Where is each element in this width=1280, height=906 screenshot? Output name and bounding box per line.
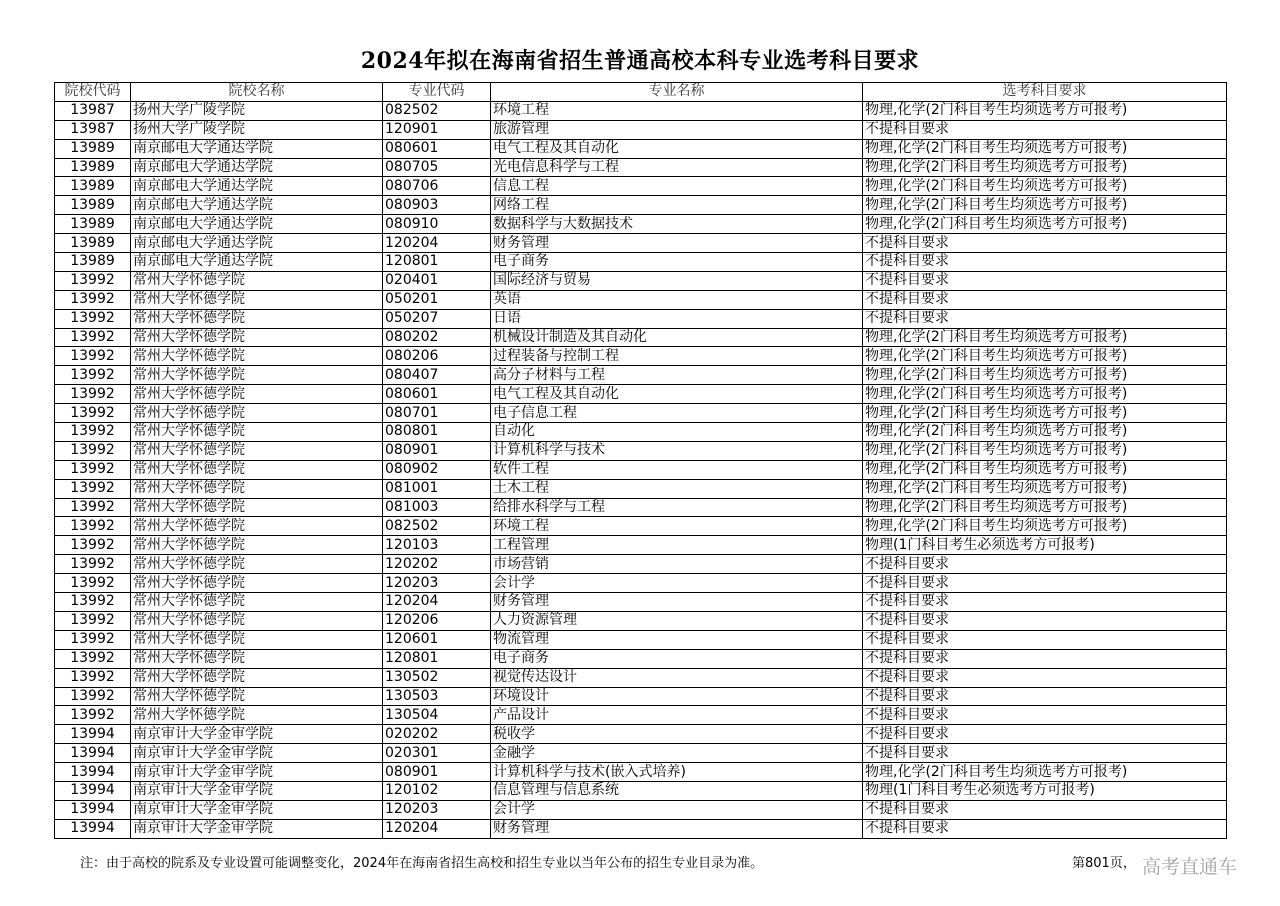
cell-major-code: 050207 (383, 309, 491, 328)
table-row (55, 725, 1227, 744)
cell-subject-requirement: 物理,化学(2门科目考生均须选考方可报考) (863, 460, 1227, 479)
cell-subject-requirement: 物理(1门科目考生必须选考方可报考) (863, 536, 1227, 555)
table-row (55, 271, 1227, 290)
cell-school-name: 常州大学怀德学院 (131, 611, 383, 630)
cell-school-code: 13992 (55, 668, 131, 687)
page-title: 2024年拟在海南省招生普通高校本科专业选考科目要求 (360, 48, 920, 74)
cell-major-name: 电子商务 (491, 649, 863, 668)
cell-major-code: 080901 (383, 441, 491, 460)
cell-major-name: 环境工程 (491, 517, 863, 536)
cell-major-code: 080705 (383, 158, 491, 177)
cell-major-code: 020202 (383, 725, 491, 744)
table-row (55, 763, 1227, 782)
cell-school-code: 13994 (55, 800, 131, 819)
table-row (55, 347, 1227, 366)
cell-school-code: 13992 (55, 574, 131, 593)
cell-school-name: 常州大学怀德学院 (131, 649, 383, 668)
table-row (55, 215, 1227, 234)
table-row (55, 498, 1227, 517)
cell-school-name: 常州大学怀德学院 (131, 328, 383, 347)
table-row (55, 196, 1227, 215)
cell-subject-requirement: 不提科目要求 (863, 630, 1227, 649)
cell-school-name: 常州大学怀德学院 (131, 366, 383, 385)
table-row (55, 404, 1227, 423)
cell-subject-requirement: 物理,化学(2门科目考生均须选考方可报考) (863, 101, 1227, 120)
cell-subject-requirement: 物理,化学(2门科目考生均须选考方可报考) (863, 177, 1227, 196)
cell-major-code: 120102 (383, 781, 491, 800)
cell-major-name: 自动化 (491, 423, 863, 442)
cell-major-name: 电子信息工程 (491, 404, 863, 423)
cell-school-code: 13992 (55, 290, 131, 309)
cell-school-name: 常州大学怀德学院 (131, 574, 383, 593)
table-row (55, 517, 1227, 536)
cell-major-name: 数据科学与大数据技术 (491, 215, 863, 234)
cell-school-code: 13992 (55, 498, 131, 517)
cell-school-code: 13992 (55, 423, 131, 442)
cell-subject-requirement: 不提科目要求 (863, 668, 1227, 687)
cell-major-code: 120103 (383, 536, 491, 555)
cell-school-code: 13994 (55, 781, 131, 800)
cell-major-code: 080801 (383, 423, 491, 442)
cell-subject-requirement: 物理,化学(2门科目考生均须选考方可报考) (863, 347, 1227, 366)
cell-subject-requirement: 不提科目要求 (863, 819, 1227, 838)
cell-subject-requirement: 不提科目要求 (863, 593, 1227, 612)
cell-school-code: 13992 (55, 479, 131, 498)
cell-subject-requirement: 物理,化学(2门科目考生均须选考方可报考) (863, 215, 1227, 234)
cell-major-code: 020401 (383, 271, 491, 290)
cell-school-name: 常州大学怀德学院 (131, 498, 383, 517)
cell-school-code: 13989 (55, 215, 131, 234)
table-row (55, 479, 1227, 498)
cell-subject-requirement: 物理,化学(2门科目考生均须选考方可报考) (863, 517, 1227, 536)
table-row (55, 460, 1227, 479)
table-row (55, 309, 1227, 328)
cell-major-code: 120206 (383, 611, 491, 630)
cell-school-code: 13992 (55, 460, 131, 479)
cell-major-code: 080206 (383, 347, 491, 366)
cell-major-code: 130504 (383, 706, 491, 725)
table-row (55, 328, 1227, 347)
cell-major-name: 电气工程及其自动化 (491, 139, 863, 158)
cell-subject-requirement: 不提科目要求 (863, 253, 1227, 272)
cell-school-code: 13992 (55, 593, 131, 612)
cell-major-code: 120801 (383, 649, 491, 668)
cell-school-code: 13992 (55, 271, 131, 290)
cell-major-code: 080407 (383, 366, 491, 385)
cell-school-code: 13992 (55, 687, 131, 706)
table-row (55, 423, 1227, 442)
cell-major-code: 020301 (383, 744, 491, 763)
cell-school-code: 13992 (55, 517, 131, 536)
table-row (55, 555, 1227, 574)
cell-major-name: 光电信息科学与工程 (491, 158, 863, 177)
table-row (55, 120, 1227, 139)
header-school-name: 院校名称 (131, 83, 383, 102)
cell-major-name: 金融学 (491, 744, 863, 763)
cell-major-name: 土木工程 (491, 479, 863, 498)
cell-school-name: 南京邮电大学通达学院 (131, 177, 383, 196)
requirements-table (54, 82, 1227, 839)
cell-school-name: 常州大学怀德学院 (131, 423, 383, 442)
table-row (55, 385, 1227, 404)
cell-school-name: 南京审计大学金审学院 (131, 725, 383, 744)
cell-major-name: 会计学 (491, 574, 863, 593)
table-row (55, 574, 1227, 593)
cell-school-code: 13992 (55, 536, 131, 555)
cell-subject-requirement: 不提科目要求 (863, 725, 1227, 744)
cell-school-code: 13987 (55, 120, 131, 139)
cell-major-code: 050201 (383, 290, 491, 309)
cell-school-name: 常州大学怀德学院 (131, 460, 383, 479)
cell-school-code: 13992 (55, 555, 131, 574)
cell-subject-requirement: 不提科目要求 (863, 649, 1227, 668)
cell-subject-requirement: 物理,化学(2门科目考生均须选考方可报考) (863, 328, 1227, 347)
cell-major-name: 财务管理 (491, 819, 863, 838)
table-body (55, 101, 1227, 838)
cell-major-code: 120601 (383, 630, 491, 649)
cell-school-code: 13992 (55, 385, 131, 404)
table-row (55, 139, 1227, 158)
cell-school-name: 常州大学怀德学院 (131, 668, 383, 687)
footer-note: 注：由于高校的院系及专业设置可能调整变化，2024年在海南省招生高校和招生专业以当年公布的招生专业目录为准。 (80, 856, 764, 871)
cell-major-name: 软件工程 (491, 460, 863, 479)
cell-subject-requirement: 物理,化学(2门科目考生均须选考方可报考) (863, 479, 1227, 498)
cell-school-name: 常州大学怀德学院 (131, 347, 383, 366)
cell-school-name: 南京审计大学金审学院 (131, 781, 383, 800)
cell-subject-requirement: 不提科目要求 (863, 800, 1227, 819)
cell-school-name: 南京审计大学金审学院 (131, 819, 383, 838)
cell-major-name: 环境设计 (491, 687, 863, 706)
cell-school-name: 扬州大学广陵学院 (131, 101, 383, 120)
cell-subject-requirement: 不提科目要求 (863, 574, 1227, 593)
cell-school-name: 南京审计大学金审学院 (131, 800, 383, 819)
cell-major-name: 日语 (491, 309, 863, 328)
cell-school-name: 常州大学怀德学院 (131, 536, 383, 555)
cell-major-code: 080601 (383, 139, 491, 158)
cell-major-code: 082502 (383, 101, 491, 120)
cell-major-code: 080706 (383, 177, 491, 196)
cell-subject-requirement: 物理,化学(2门科目考生均须选考方可报考) (863, 441, 1227, 460)
cell-subject-requirement: 不提科目要求 (863, 611, 1227, 630)
cell-subject-requirement: 物理(1门科目考生必须选考方可报考) (863, 781, 1227, 800)
page-number: 第801页， (1072, 856, 1136, 871)
cell-major-name: 信息管理与信息系统 (491, 781, 863, 800)
cell-school-code: 13992 (55, 441, 131, 460)
cell-school-name: 南京邮电大学通达学院 (131, 234, 383, 253)
table-header-row (55, 83, 1227, 102)
table-row (55, 101, 1227, 120)
cell-subject-requirement: 不提科目要求 (863, 120, 1227, 139)
table-row (55, 290, 1227, 309)
cell-school-code: 13989 (55, 177, 131, 196)
cell-major-code: 080903 (383, 196, 491, 215)
cell-major-name: 计算机科学与技术 (491, 441, 863, 460)
cell-subject-requirement: 不提科目要求 (863, 271, 1227, 290)
cell-school-name: 常州大学怀德学院 (131, 706, 383, 725)
cell-major-name: 财务管理 (491, 593, 863, 612)
cell-school-name: 常州大学怀德学院 (131, 630, 383, 649)
table-row (55, 536, 1227, 555)
cell-major-code: 120801 (383, 253, 491, 272)
cell-subject-requirement: 物理,化学(2门科目考生均须选考方可报考) (863, 196, 1227, 215)
cell-school-name: 常州大学怀德学院 (131, 517, 383, 536)
cell-subject-requirement: 物理,化学(2门科目考生均须选考方可报考) (863, 158, 1227, 177)
table-row (55, 158, 1227, 177)
cell-school-name: 常州大学怀德学院 (131, 404, 383, 423)
cell-major-code: 120204 (383, 819, 491, 838)
cell-school-name: 扬州大学广陵学院 (131, 120, 383, 139)
cell-school-code: 13994 (55, 819, 131, 838)
cell-major-name: 产品设计 (491, 706, 863, 725)
cell-school-code: 13992 (55, 366, 131, 385)
cell-school-code: 13992 (55, 328, 131, 347)
cell-major-name: 给排水科学与工程 (491, 498, 863, 517)
cell-major-code: 081001 (383, 479, 491, 498)
table-row (55, 781, 1227, 800)
table-row (55, 611, 1227, 630)
cell-school-name: 南京邮电大学通达学院 (131, 196, 383, 215)
table-row (55, 800, 1227, 819)
cell-major-name: 工程管理 (491, 536, 863, 555)
cell-major-name: 计算机科学与技术(嵌入式培养) (491, 763, 863, 782)
cell-school-name: 常州大学怀德学院 (131, 271, 383, 290)
cell-major-name: 英语 (491, 290, 863, 309)
cell-major-code: 130503 (383, 687, 491, 706)
cell-school-code: 13992 (55, 309, 131, 328)
cell-major-name: 人力资源管理 (491, 611, 863, 630)
cell-subject-requirement: 物理,化学(2门科目考生均须选考方可报考) (863, 139, 1227, 158)
cell-school-name: 常州大学怀德学院 (131, 441, 383, 460)
header-major-code: 专业代码 (383, 83, 491, 102)
cell-school-name: 南京邮电大学通达学院 (131, 139, 383, 158)
cell-school-code: 13989 (55, 234, 131, 253)
cell-subject-requirement: 物理,化学(2门科目考生均须选考方可报考) (863, 404, 1227, 423)
cell-school-name: 南京审计大学金审学院 (131, 763, 383, 782)
table-row (55, 253, 1227, 272)
table-row (55, 630, 1227, 649)
cell-major-code: 120203 (383, 574, 491, 593)
cell-subject-requirement: 不提科目要求 (863, 687, 1227, 706)
cell-major-name: 旅游管理 (491, 120, 863, 139)
table-row (55, 649, 1227, 668)
cell-major-name: 信息工程 (491, 177, 863, 196)
cell-subject-requirement: 物理,化学(2门科目考生均须选考方可报考) (863, 423, 1227, 442)
header-school-code: 院校代码 (55, 83, 131, 102)
cell-school-code: 13994 (55, 725, 131, 744)
cell-subject-requirement: 物理,化学(2门科目考生均须选考方可报考) (863, 763, 1227, 782)
cell-major-name: 税收学 (491, 725, 863, 744)
table-row (55, 706, 1227, 725)
table-row (55, 819, 1227, 838)
watermark: 高考直通车 (1142, 856, 1238, 878)
cell-major-code: 120204 (383, 234, 491, 253)
cell-subject-requirement: 不提科目要求 (863, 309, 1227, 328)
cell-major-code: 080202 (383, 328, 491, 347)
table-row (55, 366, 1227, 385)
cell-school-name: 常州大学怀德学院 (131, 687, 383, 706)
cell-major-name: 市场营销 (491, 555, 863, 574)
table-row (55, 593, 1227, 612)
cell-school-code: 13989 (55, 196, 131, 215)
cell-subject-requirement: 物理,化学(2门科目考生均须选考方可报考) (863, 366, 1227, 385)
cell-subject-requirement: 物理,化学(2门科目考生均须选考方可报考) (863, 498, 1227, 517)
cell-school-code: 13994 (55, 744, 131, 763)
cell-school-name: 常州大学怀德学院 (131, 479, 383, 498)
cell-school-name: 南京邮电大学通达学院 (131, 158, 383, 177)
cell-school-code: 13987 (55, 101, 131, 120)
cell-major-code: 120204 (383, 593, 491, 612)
cell-school-name: 常州大学怀德学院 (131, 555, 383, 574)
cell-school-name: 南京邮电大学通达学院 (131, 215, 383, 234)
cell-school-code: 13994 (55, 763, 131, 782)
cell-school-code: 13989 (55, 158, 131, 177)
cell-school-code: 13992 (55, 649, 131, 668)
cell-school-code: 13989 (55, 139, 131, 158)
cell-major-name: 过程装备与控制工程 (491, 347, 863, 366)
cell-school-code: 13989 (55, 253, 131, 272)
cell-school-code: 13992 (55, 611, 131, 630)
cell-major-code: 120203 (383, 800, 491, 819)
cell-major-code: 080910 (383, 215, 491, 234)
table-row (55, 177, 1227, 196)
cell-subject-requirement: 不提科目要求 (863, 234, 1227, 253)
cell-major-name: 电子商务 (491, 253, 863, 272)
cell-major-code: 080601 (383, 385, 491, 404)
cell-major-code: 080902 (383, 460, 491, 479)
cell-school-name: 常州大学怀德学院 (131, 309, 383, 328)
table-row (55, 234, 1227, 253)
cell-school-name: 南京审计大学金审学院 (131, 744, 383, 763)
cell-school-name: 常州大学怀德学院 (131, 385, 383, 404)
cell-subject-requirement: 不提科目要求 (863, 290, 1227, 309)
cell-major-code: 130502 (383, 668, 491, 687)
cell-major-name: 物流管理 (491, 630, 863, 649)
cell-major-code: 081003 (383, 498, 491, 517)
cell-school-name: 常州大学怀德学院 (131, 593, 383, 612)
cell-major-code: 080901 (383, 763, 491, 782)
cell-subject-requirement: 不提科目要求 (863, 555, 1227, 574)
cell-major-code: 080701 (383, 404, 491, 423)
cell-school-code: 13992 (55, 404, 131, 423)
cell-school-code: 13992 (55, 347, 131, 366)
cell-school-name: 南京邮电大学通达学院 (131, 253, 383, 272)
cell-major-name: 环境工程 (491, 101, 863, 120)
cell-major-name: 国际经济与贸易 (491, 271, 863, 290)
cell-major-name: 会计学 (491, 800, 863, 819)
cell-major-name: 高分子材料与工程 (491, 366, 863, 385)
cell-major-code: 082502 (383, 517, 491, 536)
cell-subject-requirement: 物理,化学(2门科目考生均须选考方可报考) (863, 385, 1227, 404)
cell-school-code: 13992 (55, 630, 131, 649)
cell-major-name: 视觉传达设计 (491, 668, 863, 687)
table-row (55, 687, 1227, 706)
cell-major-code: 120901 (383, 120, 491, 139)
header-subject-requirement: 选考科目要求 (863, 83, 1227, 102)
header-major-name: 专业名称 (491, 83, 863, 102)
table-row (55, 744, 1227, 763)
cell-school-name: 常州大学怀德学院 (131, 290, 383, 309)
cell-school-code: 13992 (55, 706, 131, 725)
cell-major-name: 财务管理 (491, 234, 863, 253)
table-row (55, 668, 1227, 687)
cell-major-name: 网络工程 (491, 196, 863, 215)
cell-major-code: 120202 (383, 555, 491, 574)
cell-major-name: 电气工程及其自动化 (491, 385, 863, 404)
cell-subject-requirement: 不提科目要求 (863, 744, 1227, 763)
cell-major-name: 机械设计制造及其自动化 (491, 328, 863, 347)
table-row (55, 441, 1227, 460)
cell-subject-requirement: 不提科目要求 (863, 706, 1227, 725)
